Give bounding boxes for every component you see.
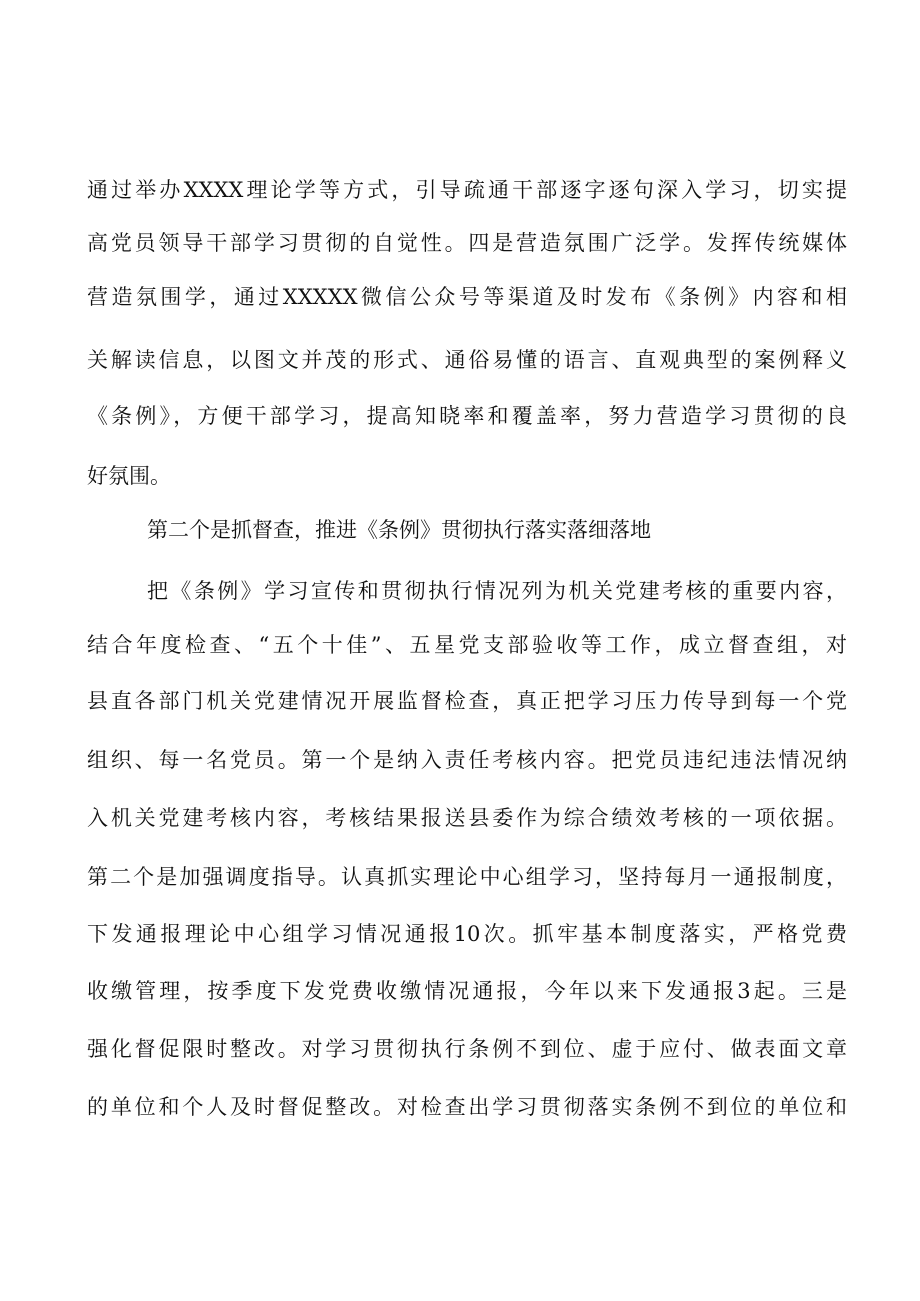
paragraph-line-1: 通过举办XXXX理论学等方式，引导疏通干部逐字逐句深入学习，切实提 [87,178,847,202]
paragraph-line-13: 第二个是加强调度指导。认真抓实理论中心组学习，坚持每月一通报制度， [87,865,847,889]
paragraph-line-16: 强化督促限时整改。对学习贯彻执行条例不到位、虚于应付、做表面文章 [87,1037,847,1061]
paragraph-line-6: 好氛围。 [87,464,171,488]
paragraph-line-14: 下发通报理论中心组学习情况通报10次。抓牢基本制度落实，严格党费 [87,922,847,946]
paragraph-line-10: 县直各部门机关党建情况开展监督检查，真正把学习压力传导到每一个党 [87,689,847,713]
paragraph-line-4: 关解读信息，以图文并茂的形式、通俗易懂的语言、直观典型的案例释义 [87,348,847,372]
paragraph-line-2: 高党员领导干部学习贯彻的自觉性。四是营造氛围广泛学。发挥传统媒体 [87,231,847,255]
paragraph-line-3: 营造氛围学，通过XXXXX微信公众号等渠道及时发布《条例》内容和相 [87,285,847,309]
paragraph-line-17: 的单位和个人及时督促整改。对检查出学习贯彻落实条例不到位的单位和 [87,1095,847,1119]
paragraph-line-11: 组织、每一名党员。第一个是纳入责任考核内容。把党员违纪违法情况纳 [87,748,847,772]
paragraph-line-15: 收缴管理，按季度下发党费收缴情况通报，今年以来下发通报3起。三是 [87,979,847,1003]
paragraph-line-9: 结合年度检查、“五个十佳”、五星党支部验收等工作，成立督查组，对 [87,633,847,657]
section-heading: 第二个是抓督查，推进《条例》贯彻执行落实落细落地 [147,518,651,542]
paragraph-line-8: 把《条例》学习宣传和贯彻执行情况列为机关党建考核的重要内容， [147,579,847,603]
paragraph-line-5: 《条例》，方便干部学习，提高知晓率和覆盖率，努力营造学习贯彻的良 [87,404,847,428]
paragraph-line-12: 入机关党建考核内容，考核结果报送县委作为综合绩效考核的一项依据。 [87,806,847,830]
